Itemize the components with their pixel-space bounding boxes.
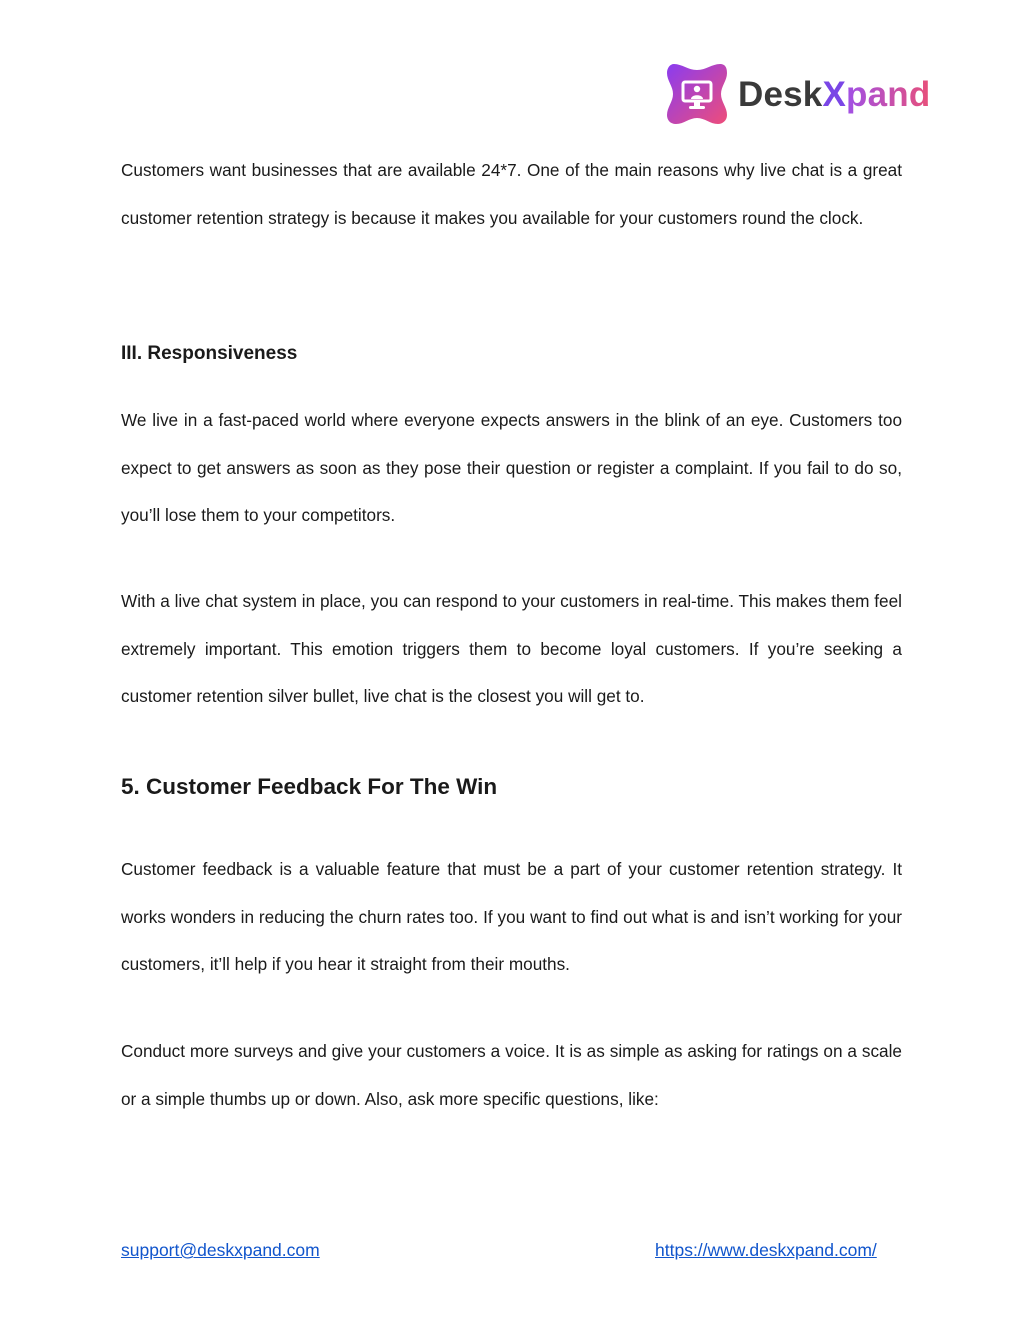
brand-name-pand: pand [846, 74, 931, 114]
paragraph-live-chat: With a live chat system in place, you can respond to your customers in real-time. This makes them feel extremely important. This emotion triggers them to become loyal customers. If you’re seeking a customer retention silver bullet, live chat is the closest you will get to. [121, 591, 902, 707]
brand-name-x: X [822, 74, 847, 114]
paragraph-fast-paced: We live in a fast-paced world where everyone expects answers in the blink of an eye. Customers too expect to get answers as soon as they pose their question or register a complaint. If you fail to do so, you’ll lose them to your competitors. [121, 410, 902, 526]
paragraph-feedback-feature: Customer feedback is a valuable feature that must be a part of your customer retention strategy. It works wonders in reducing the churn rates too. If you want to find out what is and isn’t working for your customers, it’ll help if you hear it straight from their mouths. [121, 859, 902, 975]
paragraph-surveys: Conduct more surveys and give your customers a voice. It is as simple as asking for ratings on a scale or a simple thumbs up or down. Also, ask more specific questions, like: [121, 1041, 902, 1109]
brand-logo [664, 60, 930, 128]
footer-email-link[interactable]: support@deskxpand.com [121, 1240, 320, 1260]
brand-name [738, 74, 931, 114]
heading-responsiveness: III. Responsiveness [121, 343, 298, 364]
paragraph-availability: Customers want businesses that are available 24*7. One of the main reasons why live chat is a great customer retention strategy is because it makes you available for your customers round the clock. [121, 160, 902, 228]
monitor-icon [664, 61, 730, 127]
brand-name-desk: Desk [738, 74, 823, 114]
heading-customer-feedback: 5. Customer Feedback For The Win [121, 774, 498, 799]
footer-website-link[interactable]: https://www.deskxpand.com/ [655, 1240, 877, 1260]
